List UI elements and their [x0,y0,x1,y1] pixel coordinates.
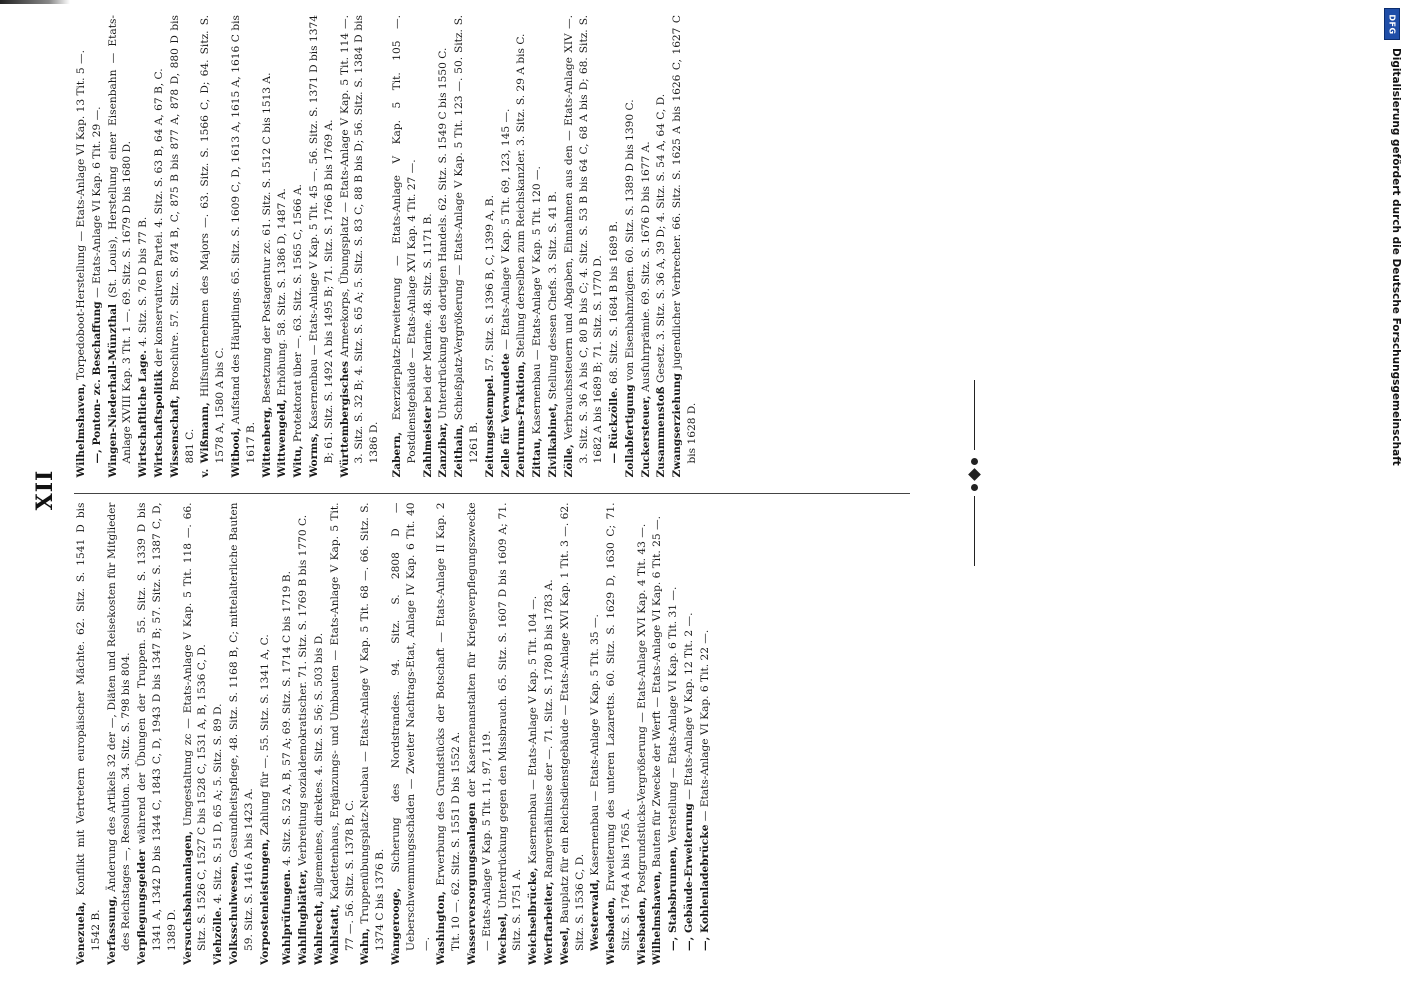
index-entry [291,15,306,478]
entry-references: Unterdrückung gegen den Missbrauch. 65. Sitz. S. 1607 D bis 1609 A; 71. Sitz. S. 1751 A. [496,502,524,951]
entry-references: Ausfuhrprämie. 69. Sitz. S. 1676 D bis 1677 A. [639,141,652,393]
entry-references: Aufstand des Häuptlings. 65. Sitz. S. 1609 C, D, 1613 A, 1615 A, 1616 C bis 1617 B. [229,15,257,464]
digitization-credit [1388,48,1402,466]
index-entry [698,503,713,966]
index-entry [307,15,337,478]
entry-heading: Weichselbrücke, [527,867,540,965]
index-entry [358,503,388,966]
index-entry [654,15,669,478]
dfg-logo [1384,8,1400,40]
index-entry [258,503,273,966]
entry-references: — Etats-Anlage VI Kap. 6 Tit. 22 —. [698,629,711,822]
entry-references: Stellung derselben zum Reichskanzler. 3. Sitz. S. 29 A bis C. [515,33,528,358]
entry-references: allgemeines, direktes. 4. Sitz. S. 56; S. 503 bis D. [312,632,325,897]
index-entry [558,503,588,966]
section-gap [273,503,280,966]
index-entry [465,503,495,966]
entry-references: Zahlung für —. 55. Sitz. S. 1341 A, C. [258,634,271,836]
entry-heading: —, Gebäude-Erweiterung [683,803,696,951]
entry-references: Kadettenhaus, Ergänzungs- und Umbauten — Etats-Anlage V Kap. 5 Tit. 77 —. 56. Sitz. S. 1378 B, C. [328,502,356,951]
entry-references: Verbrauchssteuern und Abgaben, Einnahmen aus den — Etats-Anlage XIV —. 3. Sitz. S. 36 A bis C, 80 B bis C; 4. Sitz. S. 53 B bis 64 C, 68 A bis D; 68. Sitz. S. 1682 A bis 1689 B; 71. Sitz. S. 1770 D. [562,15,605,464]
entry-heading: — Rückzölle. [608,387,621,464]
index-entry [588,503,603,966]
scan-edge-artifact [0,0,70,4]
entry-heading: Wingen-Niederhall-Münzthal [106,303,119,478]
entry-heading: Wittwengeld, [276,399,289,478]
index-entry [623,15,638,478]
index-entry [390,15,420,478]
ornament-diamond [968,468,981,481]
index-entry [389,503,433,966]
section-gap [383,15,390,478]
entry-heading: Wahlrecht, [312,900,325,965]
entry-heading: Zentrums-Fraktion, [515,361,528,478]
index-entry [198,15,228,478]
entry-heading: Wahlstatt, [328,904,341,965]
index-entry [682,503,697,966]
entry-heading: Wirtschaftliche Lage. [137,350,150,478]
entry-references: Torpedoboot-Herstellung — Etats-Anlage VI Kap. 13 Tit. 5 —. [75,50,87,380]
entry-references: 4. Sitz. S. 51 D, 65 A; 5. Sitz. S. 89 D. [212,703,225,904]
entry-heading: Zwangserziehung [671,373,684,478]
entry-references: Gesundheitspflege, 48. Sitz. S. 1168 B, C; mittelalterliche Bauten 59. Sitz. S. 1416 A bis 1423 A. [227,502,255,951]
page-number: XII [32,469,58,511]
entry-references: Verstellung — Etats-Anlage VI Kap. 6 Tit. 31 —. [667,586,680,843]
index-entry [607,15,622,478]
index-entry [436,15,451,478]
entry-heading: v. Wißmann, [199,402,212,478]
entry-heading: Wahn, [359,928,372,965]
index-entry [229,15,259,478]
entry-references: jugendlicher Verbrecher. 66. Sitz. S. 1625 A bis 1626 C, 1627 C bis 1628 D. [671,15,699,464]
entry-heading: Zeitungsstempel. [483,374,496,478]
end-ornament [964,380,986,570]
entry-references: Rangverhältnisse der —. 71. Sitz. S. 1780 B bis 1783 A. [542,579,555,879]
entry-heading: Wittenberg, [260,406,273,478]
entry-heading: Witbooi, [229,427,242,478]
index-entry [650,503,665,966]
entry-heading: Zittau, [531,437,544,478]
entry-heading: Venezuela, [75,901,87,965]
entry-heading: Wesel, [558,926,571,965]
entry-heading: Zeithain, [453,424,466,478]
entry-heading: Zahlmeister [421,406,434,478]
dfg-logo-text: DFG [1387,13,1397,35]
entry-heading: Westerwald, [589,878,602,951]
index-column-left [74,494,910,966]
entry-heading: Wiesbaden, [635,896,648,965]
entry-heading: Wilhelmshaven, [75,383,87,478]
credit-text: Digitalisierung gefördert durch die Deutsche Forschungsgemeinschaft [1390,48,1402,466]
entry-heading: Wasserversorgungsanlagen [465,802,478,965]
entry-heading: Zelle für Verwundete [499,353,512,478]
index-entry [421,15,436,478]
entry-references: Kasernenbau — Etats-Anlage V Kap. 5 Tit. 104 —. [527,595,540,865]
entry-heading: Wissenschaft, [168,395,181,478]
entry-references: Bauten für Zwecke der Werft — Etats-Anlage VI Kap. 6 Tit. 25 —. [651,516,664,868]
index-entry [514,15,529,478]
entry-heading: Wechsel, [496,912,509,965]
entry-references: Protektorat über —. 63. Sitz. S. 1565 C, 1566 A. [292,184,305,443]
index-entry [635,503,650,966]
index-entry [296,503,311,966]
entry-heading: Washington, [435,891,448,965]
entry-heading: Worms, [307,432,320,478]
entry-heading: Verpflegungsgelder [136,849,149,965]
entry-heading: Wangerooge, [389,887,402,965]
index-entry [275,15,290,478]
entry-heading: Verfassung, [105,895,118,965]
index-entry [181,503,211,966]
index-columns [74,15,910,965]
index-column-right [74,15,910,480]
entry-references: 4. Sitz. S. 76 D bis 77 B. [137,216,150,347]
index-entry [135,503,179,966]
entry-heading: Viehzölle. [212,906,225,965]
entry-references: Postgrundstücks-Vergrößerung — Etats-Anlage XVI Kap. 4 Tit. 43 —. [635,523,648,894]
entry-heading: Zollabfertigung [623,384,636,478]
index-entry [639,15,654,478]
index-entry [670,15,700,478]
index-entry [90,15,105,478]
entry-references: Exerzierplatz-Erweiterung — Etats-Anlage V Kap. 5 Tit. 105 —. Postdienstgebäude — Etats-Anlage XVI Kap. 4 Tit. 27 —. [390,15,418,464]
entry-references: Umgestaltung zc — Etats-Anlage V Kap. 5 Tit. 118 —. 66. Sitz. S. 1526 C, 1527 C bis 1528 C, 1531 A, B, 1536 C, D. [181,502,209,951]
entry-references: — Etats-Anlage V Kap. 5 Tit. 69, 123, 145 —. [499,108,512,350]
entry-references: Schießplatz-Vergrößerung — Etats-Anlage V Kap. 5 Tit. 123 —. 50. Sitz. S. 1261 B. [453,15,480,464]
entry-heading: Witu, [292,445,305,478]
entry-references: Besetzung der Postagentur zc. 61. Sitz. S. 1512 C bis 1513 A. [260,72,273,404]
entry-references: Verbreitung sozialdemokratischer. 71. Sitz. S. 1769 B bis 1770 C. [297,514,310,866]
ornament-dot [971,484,978,491]
entry-references: Broschüre. 57. Sitz. S. 874 B, C, 875 B bis 877 A, 878 D, 880 D bis 881 C. [168,15,196,464]
entry-references: Armeekorps, Übungsplatz — Etats-Anlage V Kap. 5 Tit. 114 —. 3. Sitz. S. 32 B; 4. Sitz. S. 65 A; 5. Sitz. S. 83 C, 88 B bis D; 56. Sitz. S. 1384 D bis 1386 D. [338,15,381,464]
entry-references: 4. Sitz. S. 52 A, B, 57 A; 69. Sitz. S. 1714 C bis 1719 B. [281,571,294,866]
entry-heading: Werftarbeiter, [542,881,555,965]
index-entry [530,15,545,478]
entry-heading: —, Kohlenladebrücke [698,824,711,951]
entry-heading: Versuchsbahnanlagen, [181,830,194,965]
entry-heading: Zabern, [390,431,403,478]
entry-references: — Etats-Anlage VI Kap. 6 Tit. 29 —. [90,106,103,298]
entry-heading: Wahlprüfungen. [281,869,294,965]
entry-references: Änderung des Artikels 32 der —, Diäten und Reisekosten für Mitglieder des Reichstages —, Resolution. 34. Sitz. S. 798 bis 804. [105,502,133,951]
index-entry [496,503,526,966]
entry-heading: Vorpostenleistungen, [258,838,271,965]
entry-references: der Kasernenanstalten für Kriegsverpflegungszwecke — Etats-Anlage V Kap. 5 Tit. 11, 97, 119. [465,502,493,951]
entry-references: bei der Marine. 48. Sitz. S. 1171 B. [421,213,434,403]
index-entry [227,503,257,966]
ornament-line-top [974,380,975,450]
entry-heading: Wirtschaftspolitik [152,370,165,478]
entry-references: Kasernenbau — Etats-Anlage V Kap. 5 Tit. 45 —. 56. Sitz. S. 1371 D bis 1374 B; 61. Sitz. S. 1492 A bis 1495 B; 71. Sitz. S. 1766 B bis 1769 A. [307,15,335,464]
entry-heading: Zuckersteuer, [639,395,652,478]
index-entry [338,15,382,478]
index-entry [542,503,557,966]
entry-references: (St. Louis), Herstellung einer Eisenbahn — Etats-Anlage XVIII Kap. 3 Tit. 1 —. 69. Sitz. S. 1679 D bis 1680 D. [106,15,134,464]
entry-references: 68. Sitz. S. 1684 B bis 1689 B. [608,221,621,384]
index-entry [136,15,151,478]
index-entry [666,503,681,966]
index-entry [260,15,275,478]
entry-references: Erwerbung des Grundstücks der Botschaft — Etats-Anlage II Kap. 2 Tit. 10 —. 62. Sitz. S. 1551 D bis 1552 A. [435,502,463,951]
entry-references: Sicherung des Nordstrandes. 94. Sitz. S. 2808 D — Ueberschwemmungsschäden — Zweiter Nachtrags-Etat, Anlage IV Kap. 6 Tit. 40 —. [389,502,432,951]
entry-references: Gesetz. 3. Sitz. S. 36 A, 39 D; 4. Sitz. S. 54 A, 64 C, D. [655,93,668,384]
entry-heading: Wiesbaden, [605,896,618,965]
entry-references: Kasernenbau — Etats-Anlage V Kap. 5 Tit. 120 —. [531,166,544,435]
entry-references: Konflikt mit Vertretern europäischer Mächte. 62. Sitz. S. 1541 D bis 1542 B. [75,502,102,951]
index-entry [106,15,136,478]
entry-heading: Württembergisches [338,361,351,478]
entry-references: von Eisenbahnzügen. 60. Sitz. S. 1389 D bis 1390 C. [623,99,636,381]
entry-references: der konservativen Partei. 4. Sitz. S. 63 B, 64 A, 67 B, C. [152,68,165,367]
index-entry [546,15,561,478]
index-entry [452,15,482,478]
index-entry [74,503,104,966]
entry-heading: Wilhelmshaven, [651,870,664,965]
entry-heading: —, Ponton- zc. Beschaffung [90,301,103,464]
index-entry [434,503,464,966]
entry-references: Erweiterung des unteren Lazaretts. 60. Sitz. S. 1629 D, 1630 C; 71. Sitz. S. 1764 A bis 1765 A. [605,502,632,951]
entry-heading: Zivilkabinet, [546,402,559,478]
entry-references: während der Übungen der Truppen. 55. Sitz. S. 1339 D bis 1341 A, 1342 D bis 1344 C, 1843 C, D, 1943 D bis 1347 B; 57. Sitz. S. 1387 C, D, 1389 D. [136,502,178,951]
index-entry [604,503,634,966]
index-entry [526,503,541,966]
index-entry [562,15,606,478]
index-entry [483,15,498,478]
ornament-dot [971,458,978,465]
index-entry [211,503,226,966]
entry-references: Stellung dessen Chefs. 3. Sitz. S. 41 B. [546,191,559,400]
index-entry [328,503,358,966]
entry-heading: Wahlflugblätter, [297,869,310,965]
entry-heading: Zanzibar, [437,422,450,478]
index-entry [168,15,198,478]
entry-references: Kasernenbau — Etats-Anlage V Kap. 5 Tit. 35 —. [589,614,602,876]
entry-heading: —, Stabsbrunnen, [667,846,680,951]
entry-references: Erhöhung. 58. Sitz. S. 1386 D, 1487 A. [276,188,289,396]
entry-heading: Volksschulwesen, [227,861,240,965]
index-entry [312,503,327,966]
ornament-line-bottom [974,496,975,566]
entry-references: Hilfsunternehmen des Majors —. 63. Sitz. S. 1566 C, D; 64. Sitz. S. 1578 A, 1580 A bis C. [199,15,227,464]
index-entry [499,15,514,478]
rotated-index-page [30,5,910,975]
index-entry [280,503,295,966]
index-entry [152,15,167,478]
index-entry [74,15,89,478]
entry-heading: Zölle, [562,444,575,478]
entry-references: Bauplatz für ein Reichsdienstgebäude — Etats-Anlage XVI Kap. 1 Tit. 3 —. 62. Sitz. S. 1536 C, D. [558,502,586,951]
entry-references: Truppenübungsplatz-Neubau — Etats-Anlage V Kap. 5 Tit. 68 —. 66. Sitz. S. 1374 C bis 1376 B. [359,502,387,951]
entry-references: — Etats-Anlage V Kap. 12 Tit. 2 —. [683,612,696,800]
entry-heading: Zusammenstoß [655,386,668,478]
entry-references: 57. Sitz. S. 1396 B, C, 1399 A, B. [483,195,496,372]
entry-references: Unterdrückung des dortigen Handels. 62. Sitz. S. 1549 C bis 1550 C. [437,47,450,419]
index-entry [105,503,135,966]
